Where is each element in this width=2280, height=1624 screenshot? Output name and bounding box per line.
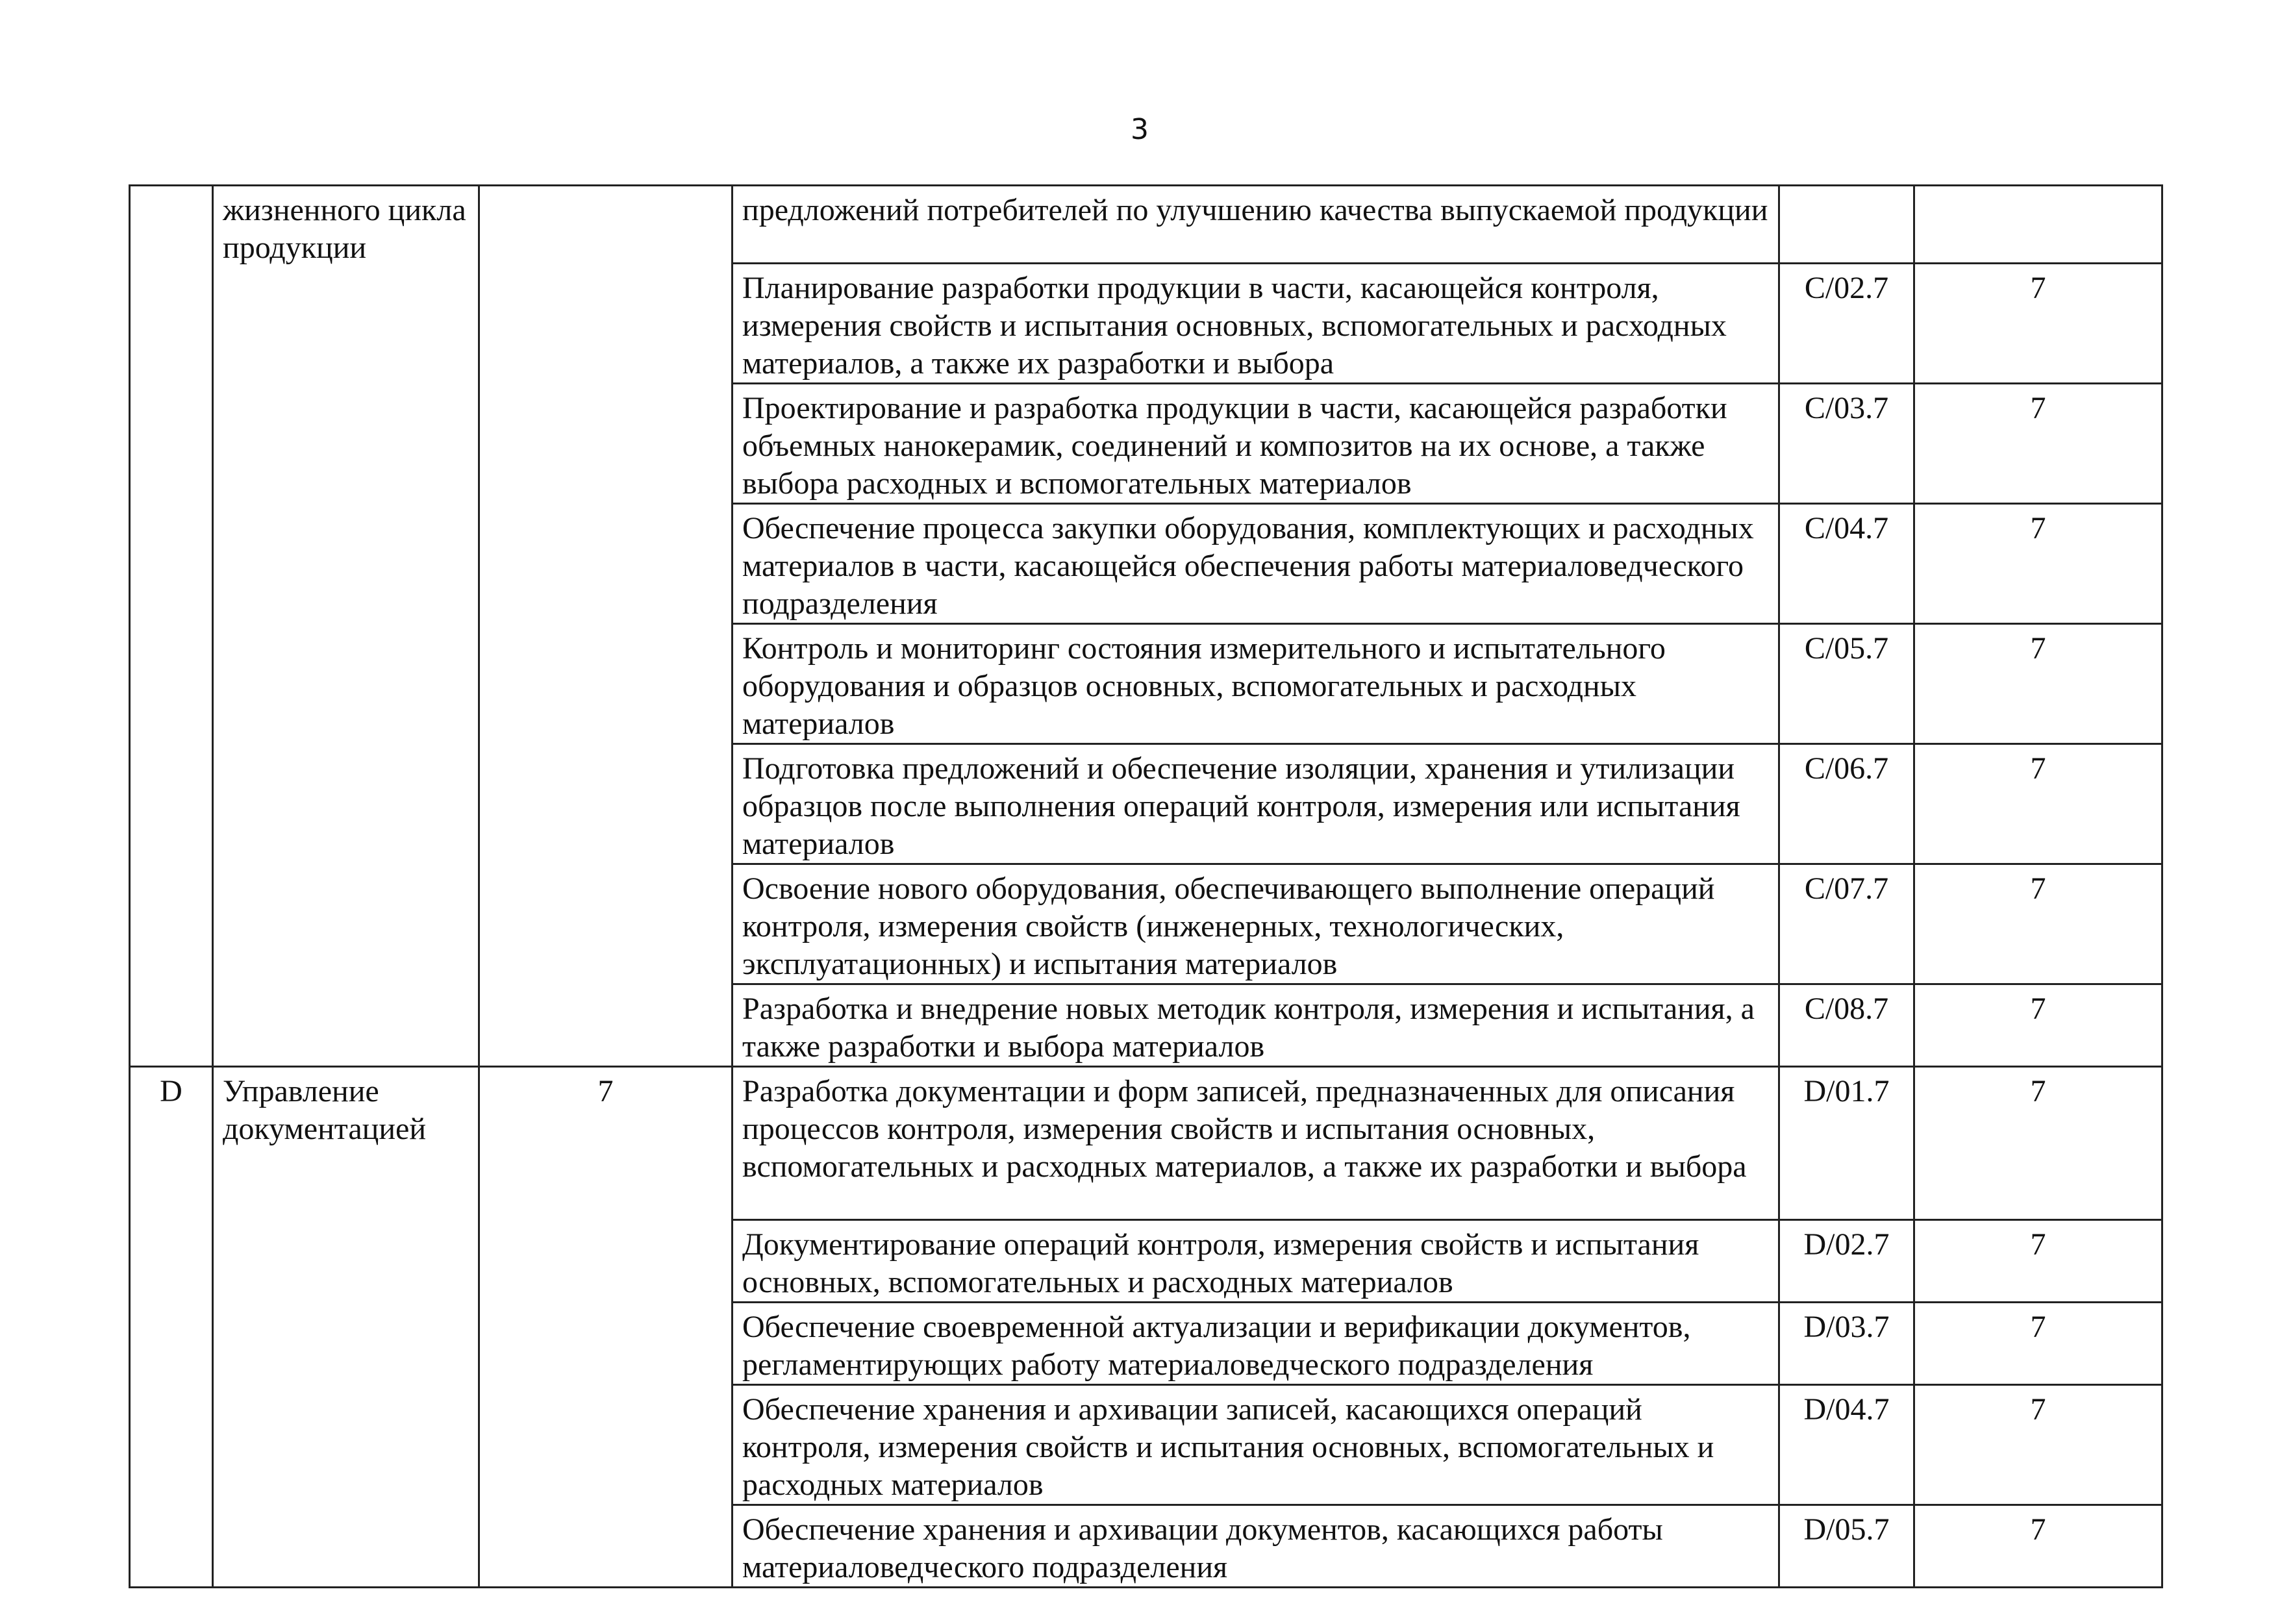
table-row <box>130 186 2162 264</box>
function-name-cell: Проектирование и разработка продукции в части, касающейся разработки объемных нанокерамик, соединений и композитов на их основе, а также выбора расходных и вспомогательных материалов <box>733 384 1779 504</box>
function-level-cell: 7 <box>1914 984 2162 1067</box>
gf-code-cell: D <box>130 1067 213 1588</box>
function-code-cell: С/03.7 <box>1779 384 1914 504</box>
function-level-cell: 7 <box>1914 1505 2162 1588</box>
function-name-cell: Обеспечение своевременной актуализации и верификации документов, регламентирующих работу материаловедческого подразделения <box>733 1303 1779 1385</box>
function-name-cell: Обеспечение хранения и архивации записей, касающихся операций контроля, измерения свойств и испытания основных, вспомогательных и расходных материалов <box>733 1385 1779 1505</box>
function-level-cell: 7 <box>1914 864 2162 984</box>
gf-name-cell: Управление документацией <box>213 1067 479 1588</box>
function-name-cell: Обеспечение процесса закупки оборудования, комплектующих и расходных материалов в части, касающейся обеспечения работы материаловедческого подразделения <box>733 504 1779 624</box>
page-number: 3 <box>1131 113 1149 146</box>
function-code-cell: D/04.7 <box>1779 1385 1914 1505</box>
function-name-cell: Обеспечение хранения и архивации документов, касающихся работы материаловедческого подразделения <box>733 1505 1779 1588</box>
function-code-cell: D/03.7 <box>1779 1303 1914 1385</box>
function-name-cell: Контроль и мониторинг состояния измерительного и испытательного оборудования и образцов основных, вспомогательных и расходных материалов <box>733 624 1779 744</box>
function-level-cell: 7 <box>1914 384 2162 504</box>
function-level-cell: 7 <box>1914 264 2162 384</box>
function-level-cell: 7 <box>1914 1067 2162 1220</box>
gf-level-cell: 7 <box>479 1067 733 1588</box>
function-name-cell: предложений потребителей по улучшению качества выпускаемой продукции <box>733 186 1779 264</box>
function-level-cell: 7 <box>1914 504 2162 624</box>
function-level-cell: 7 <box>1914 624 2162 744</box>
function-code-cell: С/05.7 <box>1779 624 1914 744</box>
function-level-cell: 7 <box>1914 1385 2162 1505</box>
function-level-cell: 7 <box>1914 1220 2162 1303</box>
function-code-cell: D/02.7 <box>1779 1220 1914 1303</box>
function-code-cell: С/04.7 <box>1779 504 1914 624</box>
function-name-cell: Освоение нового оборудования, обеспечивающего выполнение операций контроля, измерения свойств (инженерных, технологических, эксплуатационных) и испытания материалов <box>733 864 1779 984</box>
function-name-cell: Планирование разработки продукции в части, касающейся контроля, измерения свойств и испытания основных, вспомогательных и расходных материалов, а также их разработки и выбора <box>733 264 1779 384</box>
functions-table <box>129 184 2163 1588</box>
function-code-cell: С/08.7 <box>1779 984 1914 1067</box>
table-row <box>130 1067 2162 1220</box>
gf-code-cell <box>130 186 213 1067</box>
function-code-cell: D/01.7 <box>1779 1067 1914 1220</box>
function-name-cell: Подготовка предложений и обеспечение изоляции, хранения и утилизации образцов после выполнения операций контроля, измерения или испытания материалов <box>733 744 1779 864</box>
function-code-cell <box>1779 186 1914 264</box>
function-name-cell: Разработка документации и форм записей, предназначенных для описания процессов контроля, измерения свойств и испытания основных, вспомогательных и расходных материалов, а также их разработки и выбора <box>733 1067 1779 1220</box>
gf-level-cell <box>479 186 733 1067</box>
function-code-cell: С/02.7 <box>1779 264 1914 384</box>
function-code-cell: С/07.7 <box>1779 864 1914 984</box>
function-code-cell: D/05.7 <box>1779 1505 1914 1588</box>
function-level-cell <box>1914 186 2162 264</box>
gf-name-cell: жизненного цикла продукции <box>213 186 479 1067</box>
function-name-cell: Документирование операций контроля, измерения свойств и испытания основных, вспомогательных и расходных материалов <box>733 1220 1779 1303</box>
function-level-cell: 7 <box>1914 1303 2162 1385</box>
function-name-cell: Разработка и внедрение новых методик контроля, измерения и испытания, а также разработки и выбора материалов <box>733 984 1779 1067</box>
function-level-cell: 7 <box>1914 744 2162 864</box>
function-code-cell: С/06.7 <box>1779 744 1914 864</box>
